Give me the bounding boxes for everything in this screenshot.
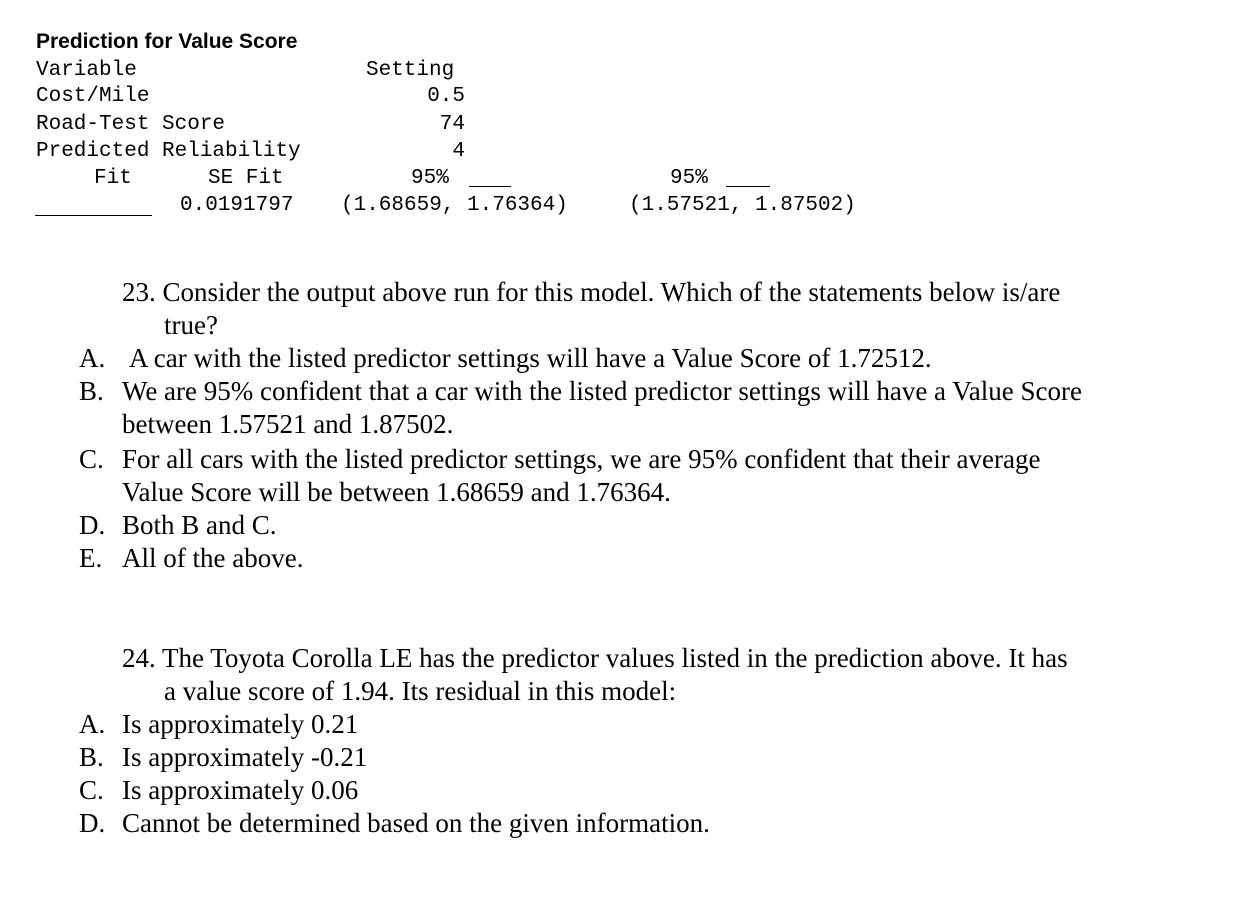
q23-option-c-text-2: Value Score will be between 1.68659 and 1.76364.: [122, 477, 671, 507]
q23-option-c-letter: C.: [79, 444, 104, 474]
q24-option-b-letter: B.: [79, 742, 104, 772]
ci-value: (1.68659, 1.76364): [341, 194, 568, 217]
se-fit-value: 0.0191797: [180, 194, 294, 217]
pi-header: 95%: [670, 167, 708, 190]
q23-stem-line1: 23. Consider the output above run for this model. Which of the statements below is/are: [122, 277, 1061, 307]
output-title: Prediction for Value Score: [36, 30, 298, 53]
variable-reliability: Predicted Reliability: [36, 140, 301, 163]
q23-option-b-text-1: We are 95% confident that a car with the listed predictor settings will have a Value Score: [122, 376, 1083, 406]
q24-option-d-letter: D.: [79, 808, 106, 838]
q23-stem-line2: true?: [164, 310, 218, 340]
q23-option-c-text-1: For all cars with the listed predictor settings, we are 95% confident that their average: [122, 444, 1041, 474]
q23-option-e-text: All of the above.: [122, 543, 304, 573]
pi-value: (1.57521, 1.87502): [629, 194, 856, 217]
q23-option-b-letter: B.: [79, 376, 104, 406]
q23-option-a-text: A car with the listed predictor settings will have a Value Score of 1.72512.: [129, 343, 932, 373]
setting-cost-mile: 0.5: [427, 85, 465, 108]
q24-option-c-text: Is approximately 0.06: [122, 775, 359, 805]
fit-header: Fit: [94, 167, 132, 190]
q23-option-e-letter: E.: [79, 543, 103, 573]
setting-header: Setting: [366, 59, 455, 82]
ci-header: 95%: [411, 167, 449, 190]
variable-header: Variable: [36, 59, 137, 82]
q23-option-b-text-2: between 1.57521 and 1.87502.: [122, 409, 454, 439]
pi-header-blank: [726, 186, 770, 187]
q23-option-a-letter: A.: [79, 343, 106, 373]
setting-reliability: 4: [452, 140, 465, 163]
variable-road-test: Road-Test Score: [36, 113, 226, 136]
q24-option-a-text: Is approximately 0.21: [122, 709, 359, 739]
se-fit-header: SE Fit: [208, 167, 284, 190]
q24-option-c-letter: C.: [79, 775, 104, 805]
q24-option-a-letter: A.: [79, 709, 106, 739]
q23-option-d-text: Both B and C.: [122, 510, 277, 540]
ci-header-blank: [469, 186, 511, 187]
q24-option-d-text: Cannot be determined based on the given information.: [122, 808, 710, 838]
variable-cost-mile: Cost/Mile: [36, 85, 150, 108]
q23-option-d-letter: D.: [79, 510, 106, 540]
q24-stem-line2: a value score of 1.94. Its residual in this model:: [164, 676, 677, 706]
q24-stem-line1: 24. The Toyota Corolla LE has the predictor values listed in the prediction above. It has: [122, 643, 1068, 673]
setting-road-test: 74: [439, 113, 465, 136]
q24-option-b-text: Is approximately -0.21: [122, 742, 368, 772]
fit-value-blank: [35, 215, 152, 216]
